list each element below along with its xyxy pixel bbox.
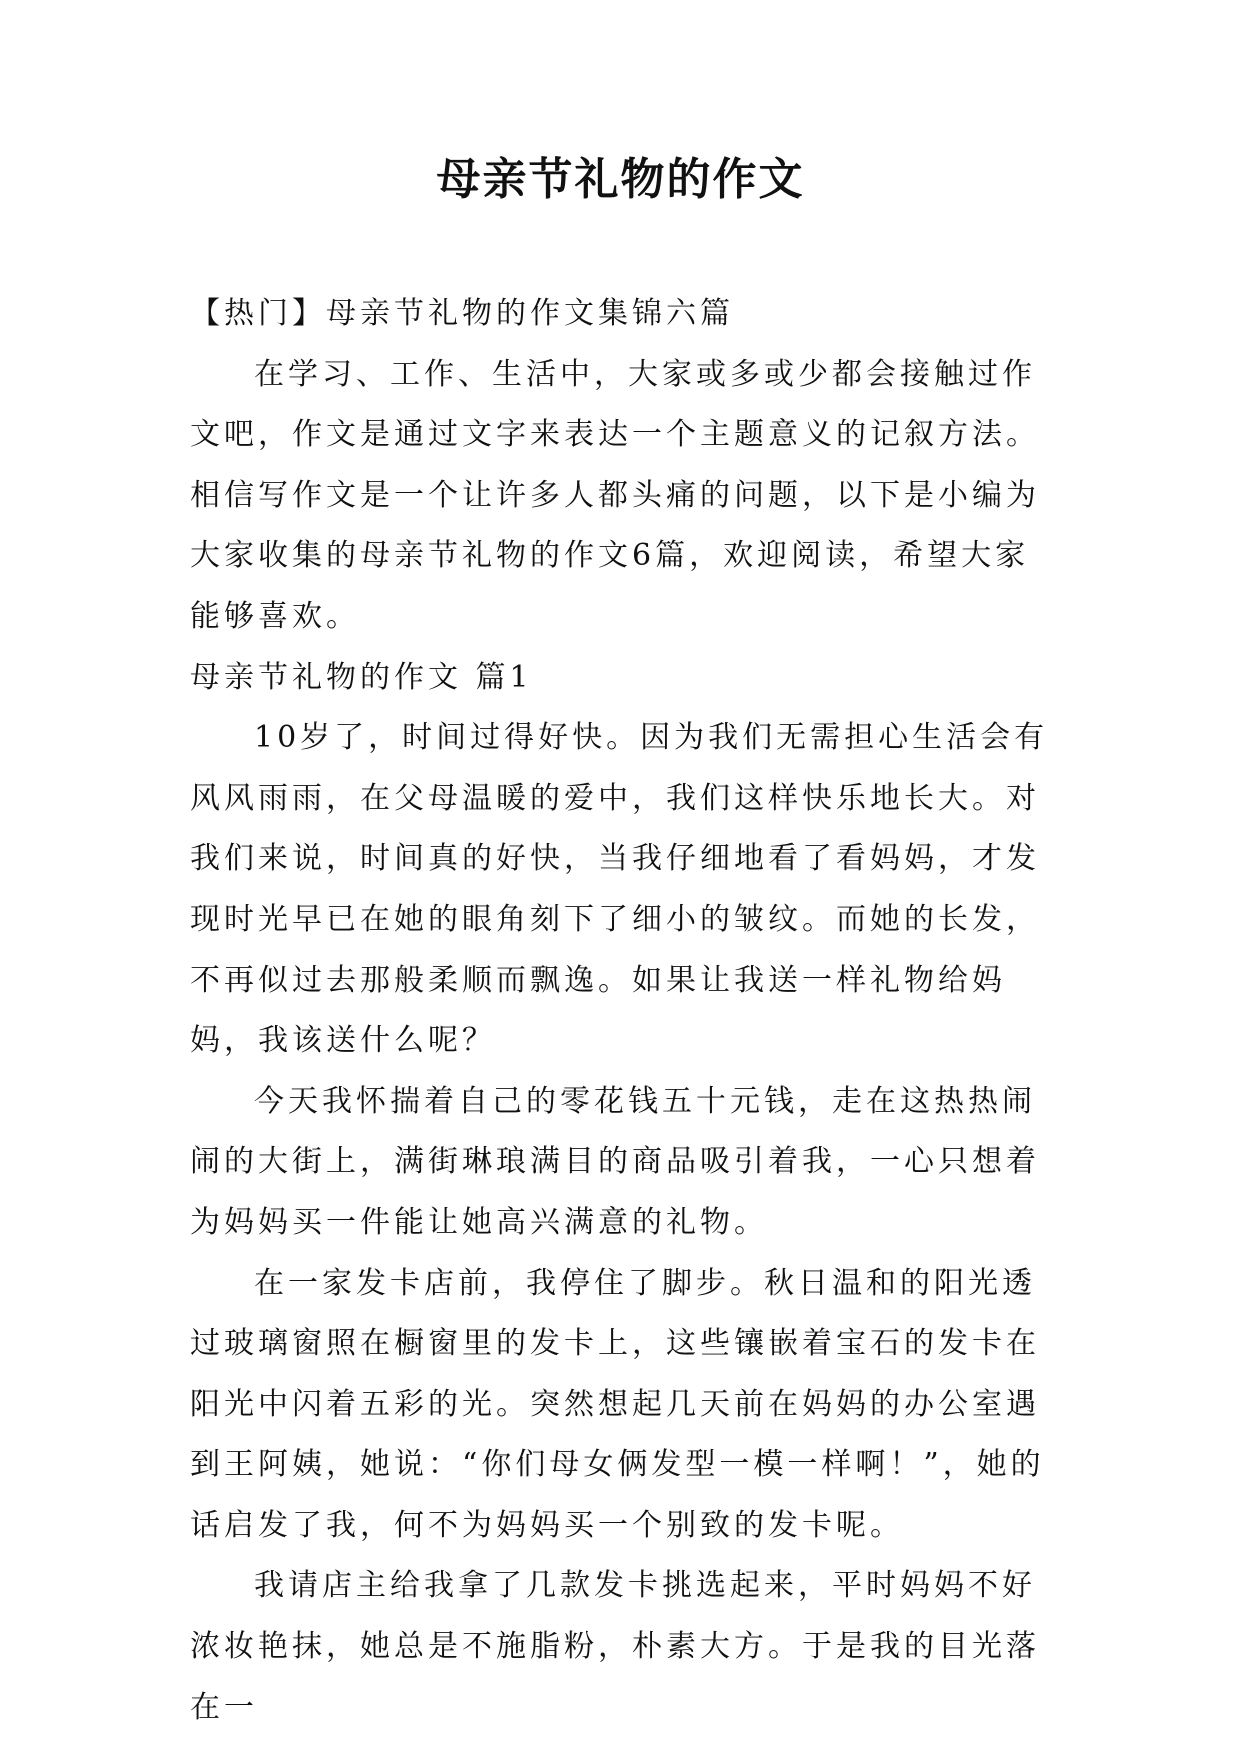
document-body xyxy=(190,284,1060,1738)
body-paragraph: 10岁了，时间过得好快。因为我们无需担心生活会有风风雨雨，在父母温暖的爱中，我们这样快乐地长大。对我们来说，时间真的好快，当我仔细地看了看妈妈，才发现时光早已在她的眼角刻下了细小的皱纹。而她的长发，不再似过去那般柔顺而飘逸。如果让我送一样礼物给妈妈，我该送什么呢？ xyxy=(190,720,1049,1059)
body-paragraph: 今天我怀揣着自己的零花钱五十元钱，走在这热热闹闹的大街上，满街琳琅满目的商品吸引着我，一心只想着为妈妈买一件能让她高兴满意的礼物。 xyxy=(190,1083,1040,1240)
section-heading: 母亲节礼物的作文 篇1 xyxy=(190,659,533,695)
body-paragraph: 我请店主给我拿了几款发卡挑选起来，平时妈妈不好浓妆艳抹，她总是不施脂粉，朴素大方。于是我的目光落在一 xyxy=(190,1568,1040,1725)
document-title: 母亲节礼物的作文 xyxy=(436,154,805,205)
document-subtitle: 【热门】母亲节礼物的作文集锦六篇 xyxy=(190,296,734,331)
intro-paragraph: 在学习、工作、生活中，大家或多或少都会接触过作文吧，作文是通过文字来表达一个主题意义的记叙方法。相信写作文是一个让许多人都头痛的问题，以下是小编为大家收集的母亲节礼物的作文6篇，欢迎阅读，希望大家能够喜欢。 xyxy=(190,356,1040,634)
body-paragraph: 在一家发卡店前，我停住了脚步。秋日温和的阳光透过玻璃窗照在橱窗里的发卡上，这些镶嵌着宝石的发卡在阳光中闪着五彩的光。突然想起几天前在妈妈的办公室遇到王阿姨，她说：“你们母女俩发型一模一样啊！”，她的话启发了我，何不为妈妈买一个别致的发卡呢。 xyxy=(190,1265,1045,1543)
